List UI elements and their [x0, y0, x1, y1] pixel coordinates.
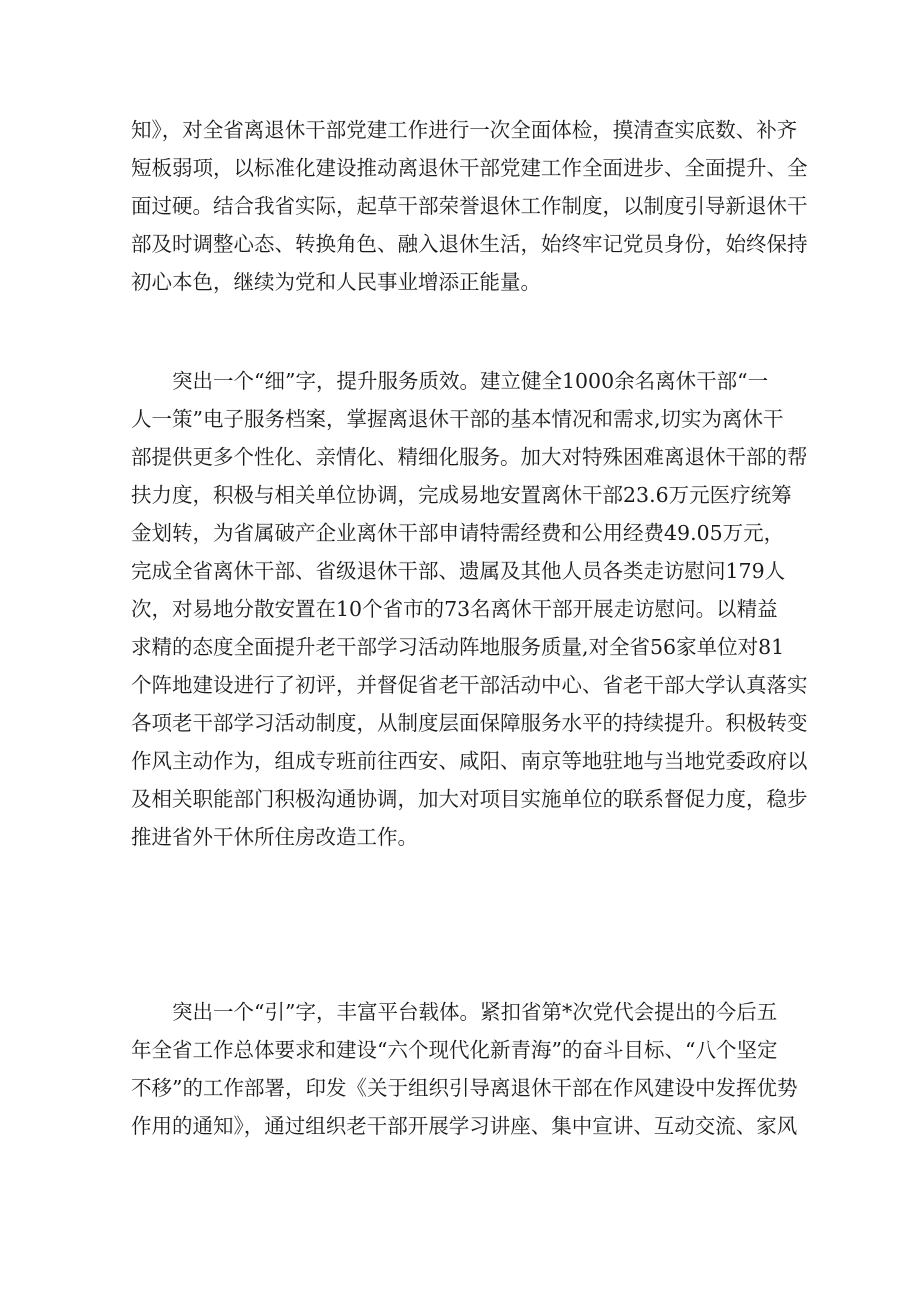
text-line: 部及时调整心态、转换角色、融入退休生活，始终牢记党员身份，始终保持: [131, 232, 808, 256]
text-line: 短板弱项，以标准化建设推动离退休干部党建工作全面进步、全面提升、全: [131, 156, 808, 180]
text-line: 个阵地建设进行了初评，并督促省老干部活动中心、省老干部大学认真落实: [131, 673, 808, 697]
text-line: 各项老干部学习活动制度，从制度层面保障服务水平的持续提升。积极转变: [131, 711, 808, 735]
text-line: 面过硬。结合我省实际，起草干部荣誉退休工作制度，以制度引导新退休干: [131, 194, 808, 218]
text-line: 求精的态度全面提升老干部学习活动阵地服务质量,对全省56家单位对81: [131, 635, 785, 659]
text-line: 推进省外干休所住房改造工作。: [131, 825, 418, 849]
text-line: 人一策”电子服务档案，掌握离退休干部的基本情况和需求,切实为离休干: [131, 407, 784, 431]
text-line: 扶力度，积极与相关单位协调，完成易地安置离休干部23.6万元医疗统筹: [131, 483, 792, 507]
text-line: 及相关职能部门积极沟通协调，加大对项目实施单位的联系督促力度，稳步: [131, 787, 808, 811]
text-line: 不移”的工作部署，印发《关于组织引导离退休干部在作风建设中发挥优势: [131, 1076, 798, 1100]
text-line: 突出一个“细”字，提升服务质效。建立健全1000余名离休干部“一: [172, 369, 769, 393]
text-line: 部提供更多个性化、亲情化、精细化服务。加大对特殊困难离退休干部的帮: [131, 445, 808, 469]
text-line: 突出一个“引”字，丰富平台载体。紧扣省第*次党代会提出的今后五: [172, 1000, 778, 1024]
paragraph-platform-carrier: [131, 993, 801, 1145]
text-line: 作用的通知》，通过组织老干部开展学习讲座、集中宣讲、互动交流、家风: [131, 1114, 798, 1138]
paragraph-organization: [131, 111, 808, 301]
text-line: 年全省工作总体要求和建设“六个现代化新青海”的奋斗目标、“八个坚定: [131, 1038, 778, 1062]
paragraph-service-quality: [131, 362, 808, 856]
text-line: 初心本色，继续为党和人民事业增添正能量。: [131, 270, 541, 294]
text-line: 知》，对全省离退休干部党建工作进行一次全面体检，摸清查实底数、补齐: [131, 118, 798, 142]
text-line: 作风主动作为，组成专班前往西安、咸阳、南京等地驻地与当地党委政府以: [131, 749, 808, 773]
text-line: 完成全省离休干部、省级退休干部、遗属及其他人员各类走访慰问179人: [131, 559, 786, 583]
text-line: 金划转，为省属破产企业离休干部申请特需经费和公用经费49.05万元，: [131, 521, 785, 545]
text-line: 次，对易地分散安置在10个省市的73名离休干部开展走访慰问。以精益: [131, 597, 778, 621]
